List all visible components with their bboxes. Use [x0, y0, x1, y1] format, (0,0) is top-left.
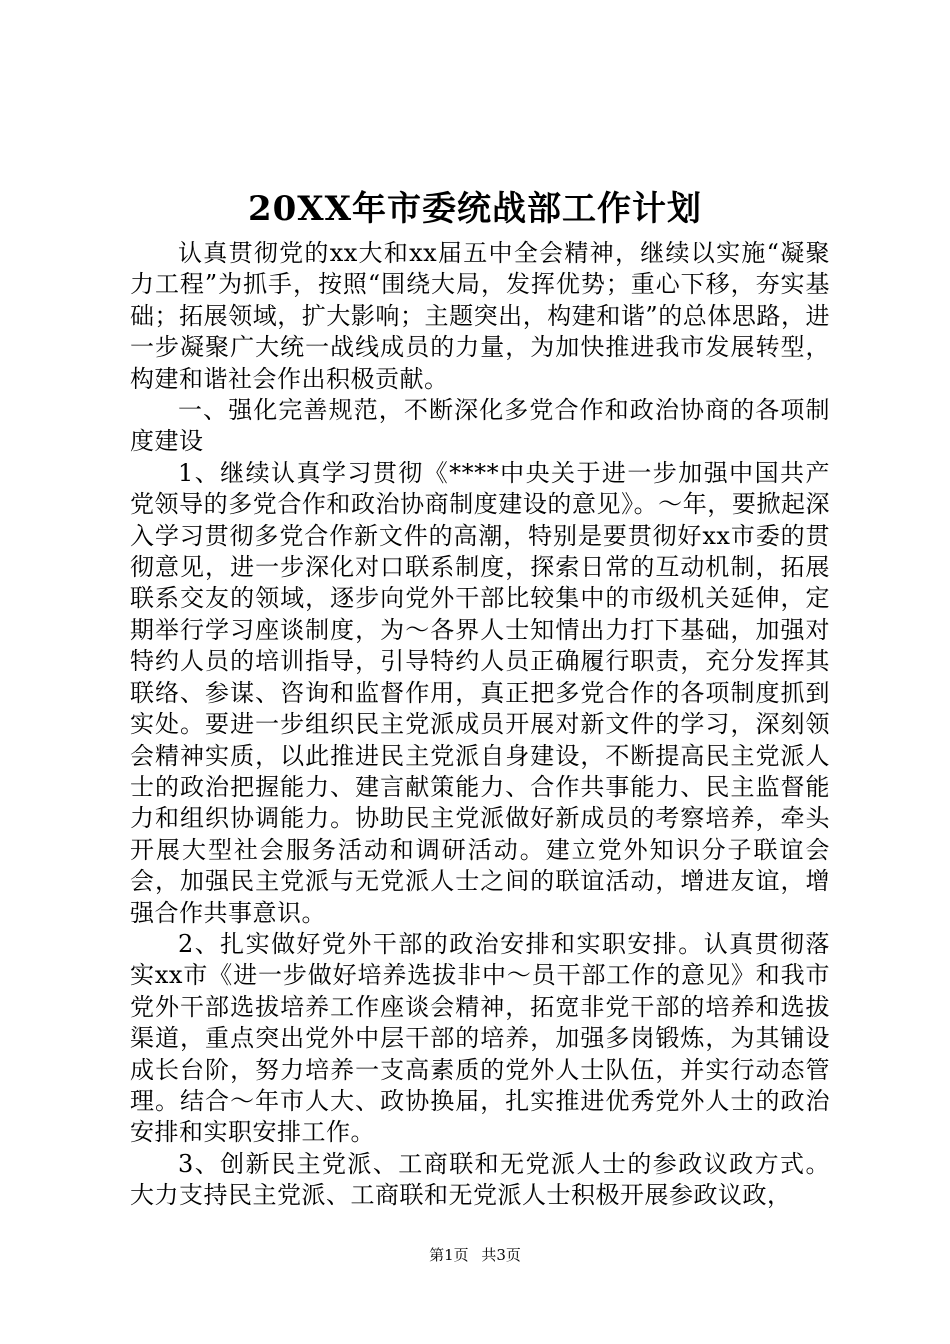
document-title: 20XX年市委统战部工作计划	[247, 189, 703, 229]
section-heading-1: 一、强化完善规范，不断深化多党合作和政治协商的各项制度建设	[130, 396, 830, 456]
paragraph-intro: 认真贯彻党的xx大和xx届五中全会精神，继续以实施“凝聚力工程”为抓手，按照“围绕大局，发挥优势；重心下移，夯实基础；拓展领域，扩大影响；主题突出，构建和谐”的总体思路，进一步凝聚广大统一战线成员的力量，为加快推进我市发展转型，构建和谐社会作出积极贡献。	[130, 239, 830, 393]
paragraph-item-3: 3、创新民主党派、工商联和无党派人士的参政议政方式。大力支持民主党派、工商联和无党派人士积极开展参政议政，	[130, 1149, 830, 1210]
document-body	[130, 238, 830, 1212]
page-number: 第1页	[429, 1246, 469, 1264]
paragraph-item-1: 1、继续认真学习贯彻《****中央关于进一步加强中国共产党领导的多党合作和政治协商制度建设的意见》。～年，要掀起深入学习贯彻多党合作新文件的高潮，特别是要贯彻好xx市委的贯彻意见，进一步深化对口联系制度，探索日常的互动机制，拓展联系交友的领域，逐步向党外干部比较集中的市级机关延伸，定期举行学习座谈制度，为～各界人士知情出力打下基础，加强对特约人员的培训指导，引导特约人员正确履行职责，充分发挥其联络、参谋、咨询和监督作用，真正把多党合作的各项制度抓到实处。要进一步组织民主党派成员开展对新文件的学习，深刻领会精神实质，以此推进民主党派自身建设，不断提高民主党派人士的政治把握能力、建言献策能力、合作共事能力、民主监督能力和组织协调能力。协助民主党派做好新成员的考察培养，牵头开展大型社会服务活动和调研活动。建立党外知识分子联谊会会，加强民主党派与无党派人士之间的联谊活动，增进友谊，增强合作共事意识。	[130, 458, 830, 927]
page-footer	[0, 1245, 950, 1265]
paragraph-item-2: 2、扎实做好党外干部的政治安排和实职安排。认真贯彻落实xx市《进一步做好培养选拔非中～员干部工作的意见》和我市党外干部选拔培养工作座谈会精神，拓宽非党干部的培养和选拔渠道，重点突出党外中层干部的培养，加强多岗锻炼，为其铺设成长台阶，努力培养一支高素质的党外人士队伍，并实行动态管理。结合～年市人大、政协换届，扎实推进优秀党外人士的政治安排和实职安排工作。	[130, 929, 830, 1147]
page-total: 共3页	[481, 1246, 521, 1264]
